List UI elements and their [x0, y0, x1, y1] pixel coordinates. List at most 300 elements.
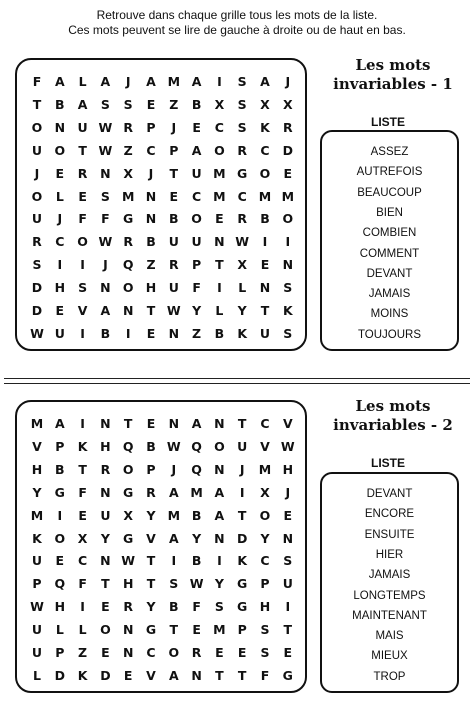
grid-letter: V — [282, 416, 293, 431]
grid-letter: N — [214, 416, 225, 431]
grid-letter: O — [54, 530, 66, 546]
grid-letter: E — [192, 119, 201, 135]
list-word: LONGTEMPS — [353, 589, 426, 602]
grid-letter: B — [146, 234, 156, 250]
grid-letter: Y — [237, 303, 247, 318]
grid-row — [17, 276, 305, 299]
grid-letter: K — [32, 530, 42, 546]
grid-letter: R — [282, 119, 293, 135]
grid-letter: J — [34, 165, 40, 181]
grid-letter: W — [98, 234, 113, 250]
grid-letter: E — [215, 645, 224, 660]
grid-letter: F — [78, 211, 87, 227]
grid-row — [17, 139, 305, 162]
grid-letter: J — [285, 484, 291, 500]
grid-letter: E — [283, 507, 293, 523]
grid-letter: U — [77, 119, 88, 135]
grid-row — [17, 641, 305, 664]
grid-letter: T — [146, 553, 156, 569]
grid-letter: S — [214, 599, 224, 615]
puzzle-title-2 — [318, 397, 468, 435]
grid-letter: F — [101, 211, 110, 227]
grid-letter: O — [191, 211, 202, 227]
grid-letter: Y — [100, 530, 110, 546]
grid-row — [17, 412, 305, 435]
grid-letter: O — [77, 234, 88, 250]
grid-letter: E — [78, 188, 87, 204]
grid-letter: F — [192, 599, 201, 615]
grid-letter: C — [260, 142, 270, 158]
list-word: BIEN — [376, 206, 403, 219]
grid-row — [17, 435, 305, 458]
word-list-1 — [320, 130, 459, 351]
grid-letter: U — [31, 142, 43, 158]
puzzle-title-2-line-1: Les mots — [355, 397, 431, 415]
grid-letter: Y — [146, 507, 156, 523]
grid-letter: W — [98, 119, 113, 135]
grid-letter: K — [77, 667, 88, 683]
grid-letter: I — [285, 599, 291, 615]
grid-row — [17, 504, 305, 527]
grid-letter: P — [146, 461, 156, 477]
grid-letter: W — [121, 553, 136, 569]
list-word: MAINTENANT — [352, 609, 427, 622]
grid-letter: C — [260, 553, 270, 569]
instruction-line-1: Retrouve dans chaque grille tous les mots de la liste. — [96, 8, 378, 22]
grid-row — [17, 70, 305, 93]
grid-letter: J — [171, 119, 177, 135]
puzzle-title-1-line-1: Les mots — [355, 56, 431, 74]
grid-letter: U — [191, 165, 202, 181]
grid-letter: O — [259, 165, 271, 181]
grid-letter: A — [168, 484, 179, 500]
list-word: AUTREFOIS — [356, 166, 423, 179]
grid-letter: R — [168, 257, 179, 273]
grid-letter: T — [146, 303, 156, 318]
grid-letter: Z — [78, 645, 88, 660]
grid-letter: H — [54, 599, 66, 615]
grid-letter: T — [101, 576, 110, 592]
grid-letter: K — [282, 303, 293, 318]
grid-letter: N — [282, 530, 294, 546]
grid-row — [17, 322, 305, 345]
grid-letter: I — [285, 234, 291, 250]
grid-letter: U — [282, 576, 293, 592]
grid-letter: B — [100, 325, 111, 341]
list-word: JAMAIS — [368, 288, 411, 301]
word-list-2 — [320, 472, 459, 693]
grid-letter: T — [237, 416, 247, 431]
grid-letter: A — [77, 96, 88, 112]
grid-letter: R — [123, 119, 133, 135]
grid-letter: O — [54, 142, 66, 158]
grid-letter: U — [237, 438, 248, 454]
grid-letter: F — [260, 667, 270, 683]
grid-letter: E — [169, 188, 179, 204]
grid-letter: P — [260, 576, 270, 592]
word-grid-2 — [15, 400, 307, 693]
section-divider-top — [4, 378, 470, 379]
grid-letter: T — [215, 257, 224, 273]
grid-letter: C — [146, 142, 156, 158]
grid-letter: N — [168, 416, 180, 431]
grid-letter: V — [32, 438, 42, 454]
grid-letter: Q — [54, 576, 66, 592]
grid-letter: J — [125, 74, 131, 89]
grid-letter: B — [55, 96, 65, 112]
grid-letter: T — [146, 576, 156, 592]
grid-letter: X — [123, 507, 133, 523]
grid-letter: H — [100, 438, 111, 454]
grid-letter: H — [54, 280, 66, 296]
grid-letter: M — [121, 188, 135, 204]
list-word: HIER — [375, 548, 404, 561]
list-word: MIEUX — [371, 650, 408, 663]
grid-letter: L — [215, 303, 224, 318]
grid-letter: E — [260, 257, 270, 273]
grid-letter: I — [80, 416, 85, 431]
grid-letter: E — [146, 416, 156, 431]
grid-letter: J — [57, 211, 63, 227]
grid-letter: N — [122, 622, 134, 638]
grid-letter: B — [191, 553, 202, 569]
grid-letter: N — [214, 234, 225, 250]
grid-letter: Y — [214, 576, 224, 592]
grid-letter: E — [215, 211, 224, 227]
grid-letter: R — [237, 142, 247, 158]
grid-letter: W — [30, 325, 44, 341]
grid-letter: N — [282, 257, 294, 273]
grid-letter: Q — [191, 461, 202, 477]
grid-letter: J — [148, 165, 154, 181]
grid-letter: C — [78, 553, 88, 569]
grid-letter: C — [260, 416, 270, 431]
grid-letter: Z — [192, 325, 202, 341]
grid-row — [17, 230, 305, 253]
list-heading-2: LISTE — [370, 456, 405, 470]
grid-letter: F — [78, 484, 87, 500]
grid-letter: J — [285, 74, 291, 89]
grid-letter: Y — [260, 530, 270, 546]
grid-letter: Y — [32, 484, 42, 500]
grid-letter: N — [100, 484, 111, 500]
grid-letter: A — [146, 74, 156, 89]
grid-letter: H — [259, 599, 271, 615]
grid-letter: L — [238, 280, 247, 296]
grid-letter: N — [214, 530, 225, 546]
grid-letter: D — [236, 530, 248, 546]
grid-letter: T — [283, 622, 293, 638]
grid-letter: W — [30, 599, 44, 615]
grid-letter: N — [54, 119, 66, 135]
grid-letter: U — [31, 553, 43, 569]
grid-letter: K — [260, 119, 270, 135]
grid-letter: O — [31, 119, 43, 135]
grid-letter: S — [260, 645, 270, 660]
grid-letter: S — [260, 622, 270, 638]
grid-letter: T — [215, 667, 224, 683]
grid-letter: F — [32, 74, 42, 89]
grid-letter: W — [189, 576, 204, 592]
grid-letter: T — [237, 667, 247, 683]
grid-letter: A — [214, 484, 225, 500]
grid-letter: N — [122, 303, 134, 318]
grid-letter: S — [283, 280, 293, 296]
list-word: ENSUITE — [364, 528, 415, 541]
grid-row — [17, 253, 305, 276]
grid-row — [17, 93, 305, 116]
grid-letter: M — [258, 461, 272, 477]
grid-row — [17, 481, 305, 504]
grid-letter: C — [214, 119, 224, 135]
grid-letter: B — [146, 438, 156, 454]
grid-letter: M — [258, 188, 272, 204]
grid-letter: A — [214, 507, 225, 523]
grid-letter: U — [259, 325, 271, 341]
grid-letter: Z — [146, 257, 156, 273]
grid-letter: K — [77, 438, 88, 454]
grid-letter: S — [100, 188, 110, 204]
grid-letter: X — [77, 530, 88, 546]
grid-letter: W — [98, 142, 113, 158]
grid-letter: Q — [122, 438, 134, 454]
grid-letter: S — [237, 74, 247, 89]
grid-letter: A — [100, 303, 111, 318]
grid-letter: I — [80, 325, 85, 341]
grid-letter: I — [125, 325, 131, 341]
grid-row — [17, 572, 305, 595]
grid-letter: N — [100, 416, 111, 431]
grid-letter: I — [217, 553, 222, 569]
puzzle-title-1-line-2: invariables - 1 — [333, 75, 453, 93]
grid-letter: T — [32, 96, 42, 112]
grid-letter: U — [31, 211, 43, 227]
grid-letter: E — [192, 622, 201, 638]
grid-letter: P — [32, 576, 42, 592]
grid-letter: W — [166, 303, 181, 318]
grid-letter: M — [30, 507, 44, 523]
grid-letter: S — [237, 119, 247, 135]
grid-letter: L — [78, 74, 87, 89]
grid-letter: A — [191, 416, 202, 431]
list-heading-1: LISTE — [370, 115, 405, 129]
grid-letter: K — [237, 553, 248, 569]
grid-letter: E — [55, 165, 65, 181]
grid-letter: A — [100, 74, 111, 89]
grid-letter: J — [103, 257, 108, 273]
grid-letter: O — [214, 142, 225, 158]
grid-letter: U — [54, 325, 65, 341]
grid-letter: H — [31, 461, 43, 477]
grid-letter: Q — [122, 257, 134, 273]
list-word: JAMAIS — [368, 569, 411, 582]
grid-letter: B — [214, 325, 225, 341]
grid-letter: X — [123, 165, 133, 181]
grid-letter: X — [237, 257, 247, 273]
grid-letter: X — [282, 96, 293, 112]
grid-letter: F — [78, 576, 87, 592]
grid-row — [17, 664, 305, 687]
grid-letter: B — [191, 96, 202, 112]
grid-letter: G — [123, 530, 134, 546]
grid-letter: N — [168, 325, 180, 341]
grid-letter: R — [77, 165, 88, 181]
grid-letter: H — [145, 280, 157, 296]
grid-letter: T — [78, 142, 87, 158]
grid-letter: I — [217, 74, 222, 89]
grid-letter: A — [54, 74, 65, 89]
grid-row — [17, 185, 305, 208]
grid-letter: O — [31, 188, 43, 204]
grid-letter: A — [191, 142, 202, 158]
grid-letter: U — [168, 280, 179, 296]
list-word: DEVANT — [366, 267, 413, 280]
grid-letter: E — [146, 325, 156, 341]
instruction-line-2: Ces mots peuvent se lire de gauche à droite ou de haut en bas. — [68, 23, 406, 37]
grid-letter: M — [213, 622, 226, 638]
grid-letter: G — [54, 484, 65, 500]
grid-letter: T — [78, 461, 87, 477]
grid-letter: I — [171, 553, 177, 569]
grid-letter: E — [78, 507, 87, 523]
grid-letter: M — [167, 507, 181, 523]
grid-letter: G — [237, 165, 248, 181]
list-word: ASSEZ — [370, 146, 409, 158]
grid-row — [17, 458, 305, 481]
grid-letter: N — [145, 188, 157, 204]
grid-letter: B — [169, 211, 179, 227]
grid-letter: C — [192, 188, 202, 204]
grid-letter: U — [31, 645, 43, 660]
grid-letter: Y — [192, 303, 202, 318]
grid-letter: I — [262, 234, 268, 250]
list-word: DEVANT — [366, 488, 413, 500]
grid-letter: W — [235, 234, 250, 250]
grid-letter: A — [54, 416, 65, 431]
grid-letter: R — [146, 484, 156, 500]
grid-letter: O — [282, 211, 294, 227]
grid-letter: X — [260, 96, 270, 112]
grid-letter: O — [100, 622, 111, 638]
grid-letter: T — [123, 416, 133, 431]
list-word: ENCORE — [364, 508, 415, 521]
grid-letter: W — [166, 438, 181, 454]
puzzle-title-1 — [318, 56, 468, 94]
grid-letter: R — [32, 234, 42, 250]
puzzle-title-2-line-2: invariables - 2 — [333, 416, 453, 434]
grid-letter: R — [237, 211, 247, 227]
grid-letter: N — [100, 280, 111, 296]
grid-letter: L — [55, 188, 64, 204]
grid-letter: E — [55, 303, 65, 318]
list-word: MOINS — [370, 308, 409, 321]
grid-letter: J — [171, 461, 177, 477]
grid-letter: A — [260, 74, 270, 89]
grid-letter: Z — [123, 142, 133, 158]
grid-letter: E — [123, 667, 133, 683]
grid-letter: O — [122, 461, 134, 477]
grid-letter: S — [237, 96, 247, 112]
grid-letter: W — [280, 438, 295, 454]
grid-letter: B — [55, 461, 65, 477]
grid-letter: X — [260, 484, 270, 500]
grid-letter: C — [146, 645, 156, 660]
grid-letter: N — [259, 280, 271, 296]
list-word: TROP — [373, 670, 406, 683]
grid-letter: O — [122, 280, 134, 296]
grid-row — [17, 595, 305, 618]
grid-letter: S — [32, 257, 42, 273]
grid-letter: F — [192, 280, 201, 296]
grid-letter: P — [169, 142, 179, 158]
instructions — [0, 8, 474, 38]
grid-letter: Y — [146, 599, 156, 615]
grid-letter: X — [214, 96, 225, 112]
grid-letter: E — [237, 645, 247, 660]
grid-letter: A — [168, 667, 179, 683]
grid-letter: M — [167, 74, 181, 89]
grid-letter: Z — [169, 96, 179, 112]
grid-row — [17, 618, 305, 641]
grid-row — [17, 299, 305, 322]
grid-letter: N — [122, 645, 134, 660]
grid-row — [17, 527, 305, 550]
grid-letter: G — [282, 667, 293, 683]
grid-letter: B — [260, 211, 270, 227]
grid-letter: K — [237, 325, 248, 341]
grid-letter: S — [123, 96, 133, 112]
word-grid-1 — [15, 58, 307, 351]
grid-letter: E — [283, 645, 293, 660]
grid-letter: M — [213, 188, 226, 204]
grid-letter: T — [169, 622, 179, 638]
grid-letter: N — [100, 553, 111, 569]
grid-letter: V — [260, 438, 270, 454]
grid-letter: P — [192, 257, 202, 273]
grid-letter: J — [239, 461, 245, 477]
grid-letter: A — [191, 74, 202, 89]
grid-letter: N — [191, 667, 202, 683]
list-word: COMBIEN — [362, 227, 417, 240]
section-divider-bottom — [4, 383, 470, 384]
grid-letter: U — [168, 234, 179, 250]
grid-letter: R — [100, 461, 111, 477]
grid-letter: D — [54, 667, 65, 683]
grid-letter: I — [57, 257, 63, 273]
grid-row — [17, 207, 305, 230]
grid-letter: D — [100, 667, 111, 683]
grid-letter: S — [100, 96, 110, 112]
grid-letter: V — [146, 530, 156, 546]
grid-letter: N — [214, 461, 225, 477]
grid-letter: H — [122, 576, 134, 592]
grid-letter: S — [283, 553, 293, 569]
grid-letter: D — [282, 142, 293, 158]
grid-letter: U — [31, 622, 43, 638]
grid-letter: D — [31, 303, 43, 318]
grid-letter: G — [123, 211, 134, 227]
list-word: BEAUCOUP — [357, 186, 422, 199]
grid-letter: T — [237, 507, 247, 523]
grid-letter: G — [145, 622, 157, 638]
list-word: MAIS — [375, 630, 404, 643]
grid-letter: U — [100, 507, 111, 523]
list-word: TOUJOURS — [357, 328, 422, 341]
grid-letter: S — [169, 576, 179, 592]
grid-letter: E — [101, 645, 110, 660]
grid-letter: P — [55, 645, 65, 660]
grid-letter: P — [55, 438, 65, 454]
